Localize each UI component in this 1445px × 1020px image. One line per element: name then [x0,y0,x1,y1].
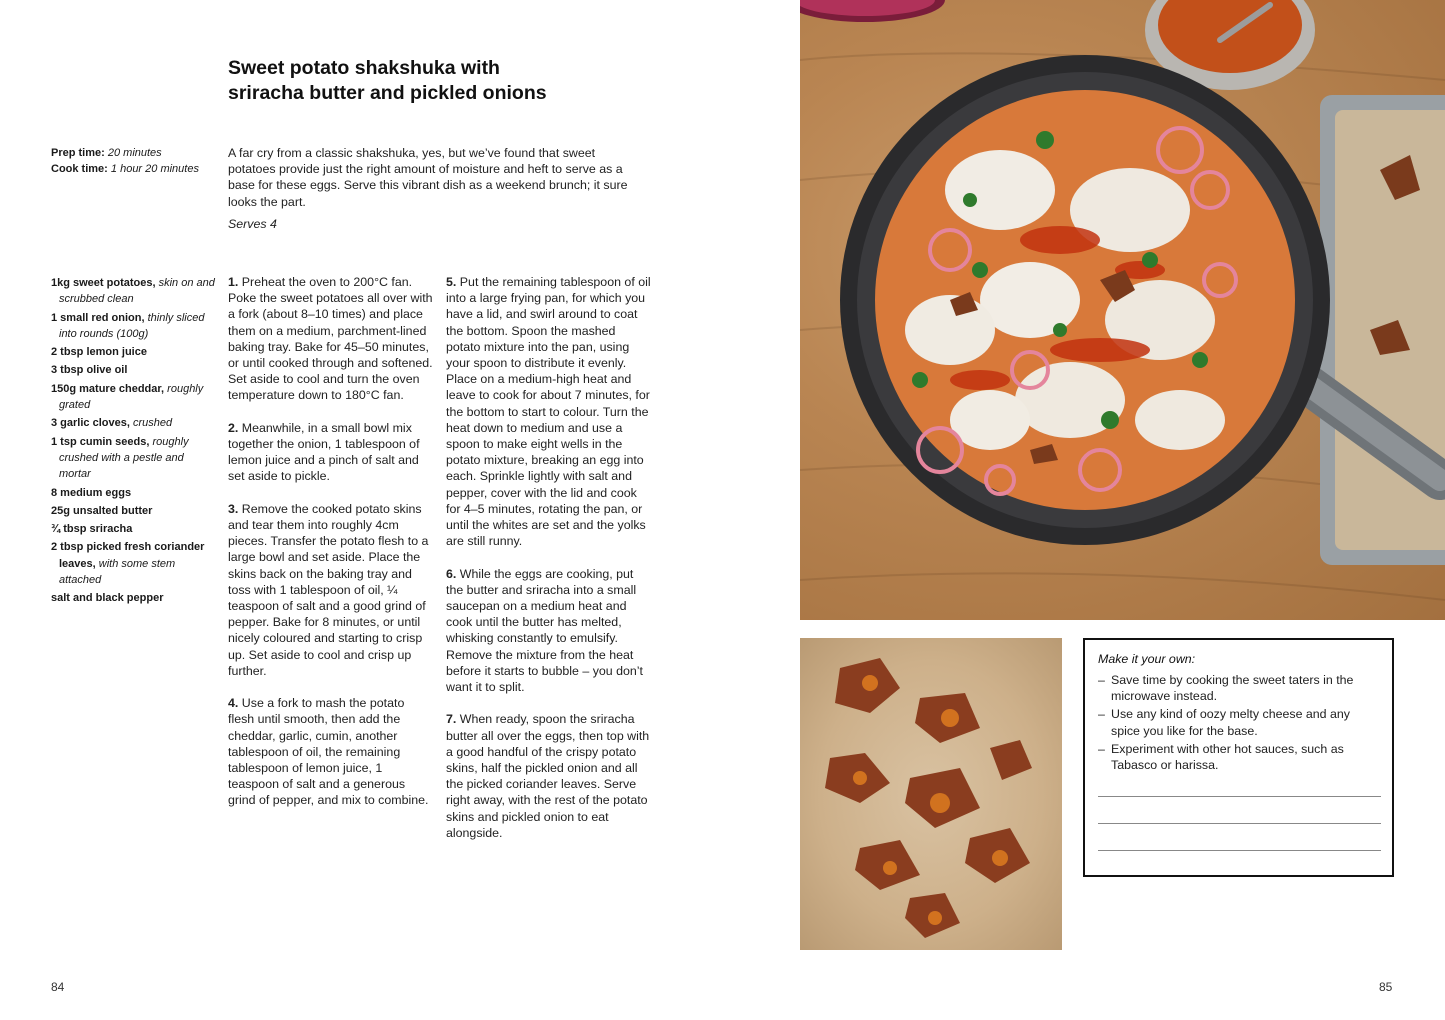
method-column-2 [446,274,651,857]
ingredient-item [51,434,216,483]
shakshuka-photo [800,0,1445,620]
cook-time [51,161,199,177]
step-text: Put the remaining tablespoon of oil into a large frying pan, for which you have a lid, and swirl around to coat the bottom. Spoon the mashed potato mixture into the pan, using your spoon to distribute it evenly. Place on a medium-high heat and leave to cook for about 7 minutes, for the bottom to start to colour. Turn the heat down to medium and use a spoon to make eight wells in the potato mixture, breaking an egg into each. Sprinkle lightly with salt and pepper, cover with the lid and cook for 4–5 minutes, rotating the pan, or until the whites are set and the yolks are still runny. [446,275,651,549]
step-text: While the eggs are cooking, put the butter and sriracha into a small saucepan on a medium heat and cook until the butter has melted, whisking constantly to emulsify. Remove the mixture from the heat before it starts to bubble – you don’t want it to split. [446,566,643,695]
ingredient-note: crushed [132,417,173,430]
step-number: 4. [228,696,239,711]
ingredient-item [51,362,216,378]
note-line [1098,823,1381,824]
ingredient-note: with some stem attached [59,557,176,587]
step-text: Remove the cooked potato skins and tear them into roughly 4cm pieces. Transfer the potato flesh to a large bowl and set aside. Place the skins back on the baking tray and toss with 1 tablespoon of oil, ¼ teaspoon of salt and a good grind of pepper. Bake for 8 minutes, or until nicely coloured and starting to crisp up. Set aside to cool and crisp up further. [228,501,429,678]
ingredient-item [51,485,216,501]
note-line [1098,850,1381,851]
ingredient-note: skin on and scrubbed clean [59,277,215,306]
ingredient-item [51,275,216,308]
step-number: 6. [446,566,457,581]
prep-time-value: 20 minutes [107,147,162,159]
ingredients-list [51,275,216,609]
shakshuka-photo-illustration [800,0,1445,620]
step-number: 7. [446,712,457,727]
tip-list [1098,672,1378,775]
step-number: 5. [446,275,457,289]
method-step [228,420,433,485]
page-number-right: 85 [1379,980,1393,994]
recipe-serves: Serves 4 [228,217,277,231]
ingredient-item [51,415,216,431]
make-it-your-own-box [1083,638,1394,877]
tip-item: – Use any kind of oozy melty cheese and any spice you like for the base. [1098,706,1378,738]
method-step [228,695,433,808]
ingredient-item [51,521,216,537]
recipe-title-line1: Sweet potato shakshuka with [228,57,500,79]
method-step [446,274,651,549]
ingredient-item [51,539,216,588]
ingredient-item [51,344,216,360]
method-step [228,274,433,404]
cook-time-value: 1 hour 20 minutes [110,163,199,176]
page-number-left: 84 [51,980,65,994]
ingredient-note: thinly sliced into rounds (100g) [59,311,205,340]
ingredient-name: ¾ tbsp sriracha [51,523,133,536]
step-text: Meanwhile, in a small bowl mix together the onion, 1 tablespoon of lemon juice and a pinch of salt and set aside to pickle. [228,420,420,484]
ingredient-name: 150g mature cheddar, [51,382,165,395]
ingredient-name: 3 tbsp olive oil [51,364,128,377]
ingredient-name: 1 tsp cumin seeds, [51,435,150,448]
potato-skins-photo-illustration [800,638,1062,950]
step-text: When ready, spoon the sriracha butter all over the eggs, then top with a good handful of the crispy potato skins, half the pickled onion and all the picked coriander leaves. Serve right away, with the rest of the potato skins and pickled onion to eat alongside. [446,712,650,840]
cook-time-label: Cook time: [51,163,108,176]
method-column-1 [228,274,433,825]
ingredient-note: roughly grated [59,382,204,412]
method-step [446,566,651,696]
method-step [228,501,433,679]
ingredient-note: roughly crushed with a pestle and mortar [59,435,189,481]
ingredient-item [51,381,216,414]
step-text: Preheat the oven to 200°C fan. Poke the sweet potatoes all over with a fork (about 8–10 times) and place them on a medium, parchment-lined baking tray. Bake for 45–50 minutes, or until cooked through and softened. Set aside to cool and turn the oven temperature down to 180°C fan. [228,275,433,403]
note-line [1098,796,1381,797]
recipe-title [228,56,698,106]
method-step [446,711,651,841]
recipe-intro: A far cry from a classic shakshuka, yes, but we’ve found that sweet potatoes provide just the right amount of moisture and heft to serve as a base for these eggs. Serve this vibrant dish as a weekend brunch; it sure looks the part. [228,146,628,209]
ingredient-item [51,310,216,343]
prep-time [51,145,199,161]
step-number: 1. [228,275,239,289]
ingredient-name: 1 small red onion, [51,311,145,324]
tip-item: – Save time by cooking the sweet taters in the microwave instead. [1098,672,1378,704]
tip-item: – Experiment with other hot sauces, such as Tabasco or harissa. [1098,741,1378,773]
ingredient-name: 25g unsalted butter [51,504,153,517]
ingredient-name: 2 tbsp lemon juice [51,346,147,359]
recipe-times [51,145,199,178]
ingredient-item [51,503,216,519]
step-number: 2. [228,420,239,435]
ingredient-name: 2 tbsp picked fresh coriander leaves, [51,541,205,570]
ingredient-name: 1kg sweet potatoes, [51,277,156,289]
ingredient-name: 3 garlic cloves, [51,417,130,430]
ingredient-item [51,590,216,606]
step-number: 3. [228,501,239,516]
ingredient-name: 8 medium eggs [51,486,132,499]
recipe-title-line2: sriracha butter and pickled onions [228,82,547,104]
step-text: Use a fork to mash the potato flesh until smooth, then add the cheddar, garlic, cumin, another tablespoon of oil, the remaining tablespoon of lemon juice, 1 teaspoon of salt and a generous grind of pepper, and mix to combine. [228,696,429,808]
tip-box-title: Make it your own: [1098,652,1196,666]
prep-time-label: Prep time: [51,147,105,159]
ingredient-name: salt and black pepper [51,592,164,605]
potato-skins-photo [800,638,1062,950]
